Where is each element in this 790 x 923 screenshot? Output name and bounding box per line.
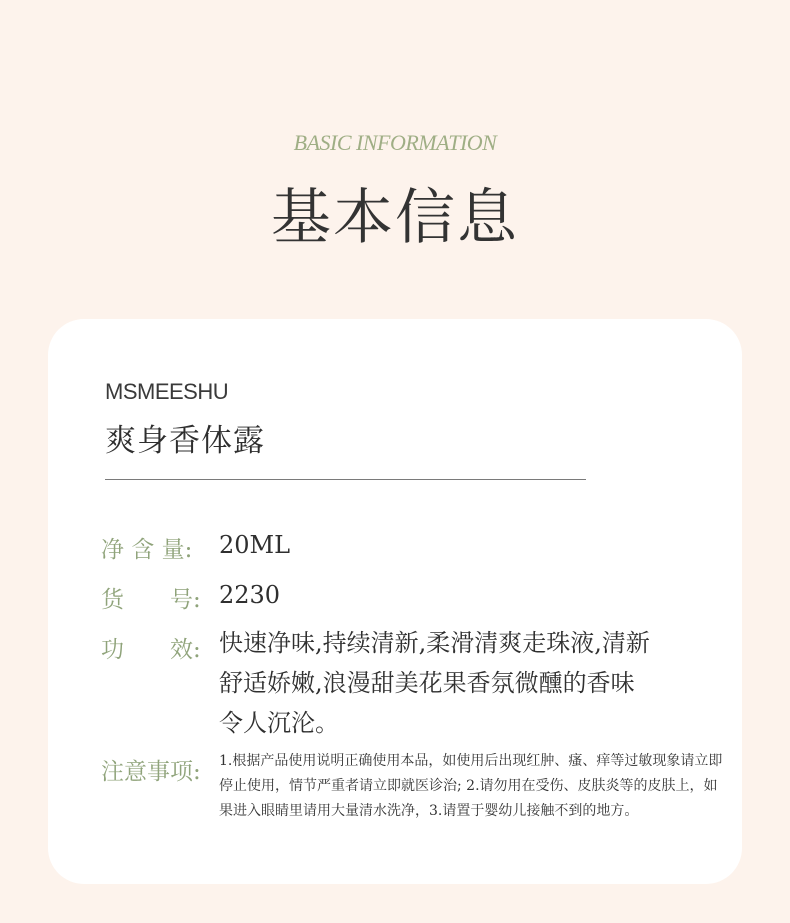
spec-label: 货 号: [101, 587, 201, 613]
spec-value [219, 749, 724, 824]
spec-value: 2230 [219, 581, 281, 609]
spec-label: 净 含 量: [101, 537, 193, 563]
section-kicker: BASIC INFORMATION [293, 130, 497, 155]
info-card [48, 319, 742, 884]
brand-name: MSMEESHU [105, 379, 229, 404]
spec-label: 功 效: [101, 637, 201, 663]
precautions-line: 1.根据产品使用说明正确使用本品，如使用后出现红肿、瘙、痒等过敏现象请立即 [219, 753, 723, 769]
spec-value [219, 623, 659, 743]
page-title: 基本信息 [271, 183, 519, 253]
precautions-line: 果进入眼睛里请用大量清水洗净，3.请置于婴幼儿接触不到的地方。 [219, 803, 639, 819]
product-name: 爽身香体露 [105, 423, 265, 459]
spec-label: 注意事项: [101, 759, 201, 785]
effects-line: 令人沉沦。 [219, 709, 339, 737]
effects-line: 舒适娇嫩,浪漫甜美花果香氛微醺的香味 [219, 669, 635, 697]
precautions-line: 停止使用，情节严重者请立即就医诊治; 2.请勿用在受伤、皮肤炎等的皮肤上，如 [219, 778, 718, 794]
spec-value: 20ML [219, 531, 291, 559]
effects-line: 快速净味,持续清新,柔滑清爽走珠液,清新 [219, 629, 650, 657]
divider-line [105, 479, 586, 480]
